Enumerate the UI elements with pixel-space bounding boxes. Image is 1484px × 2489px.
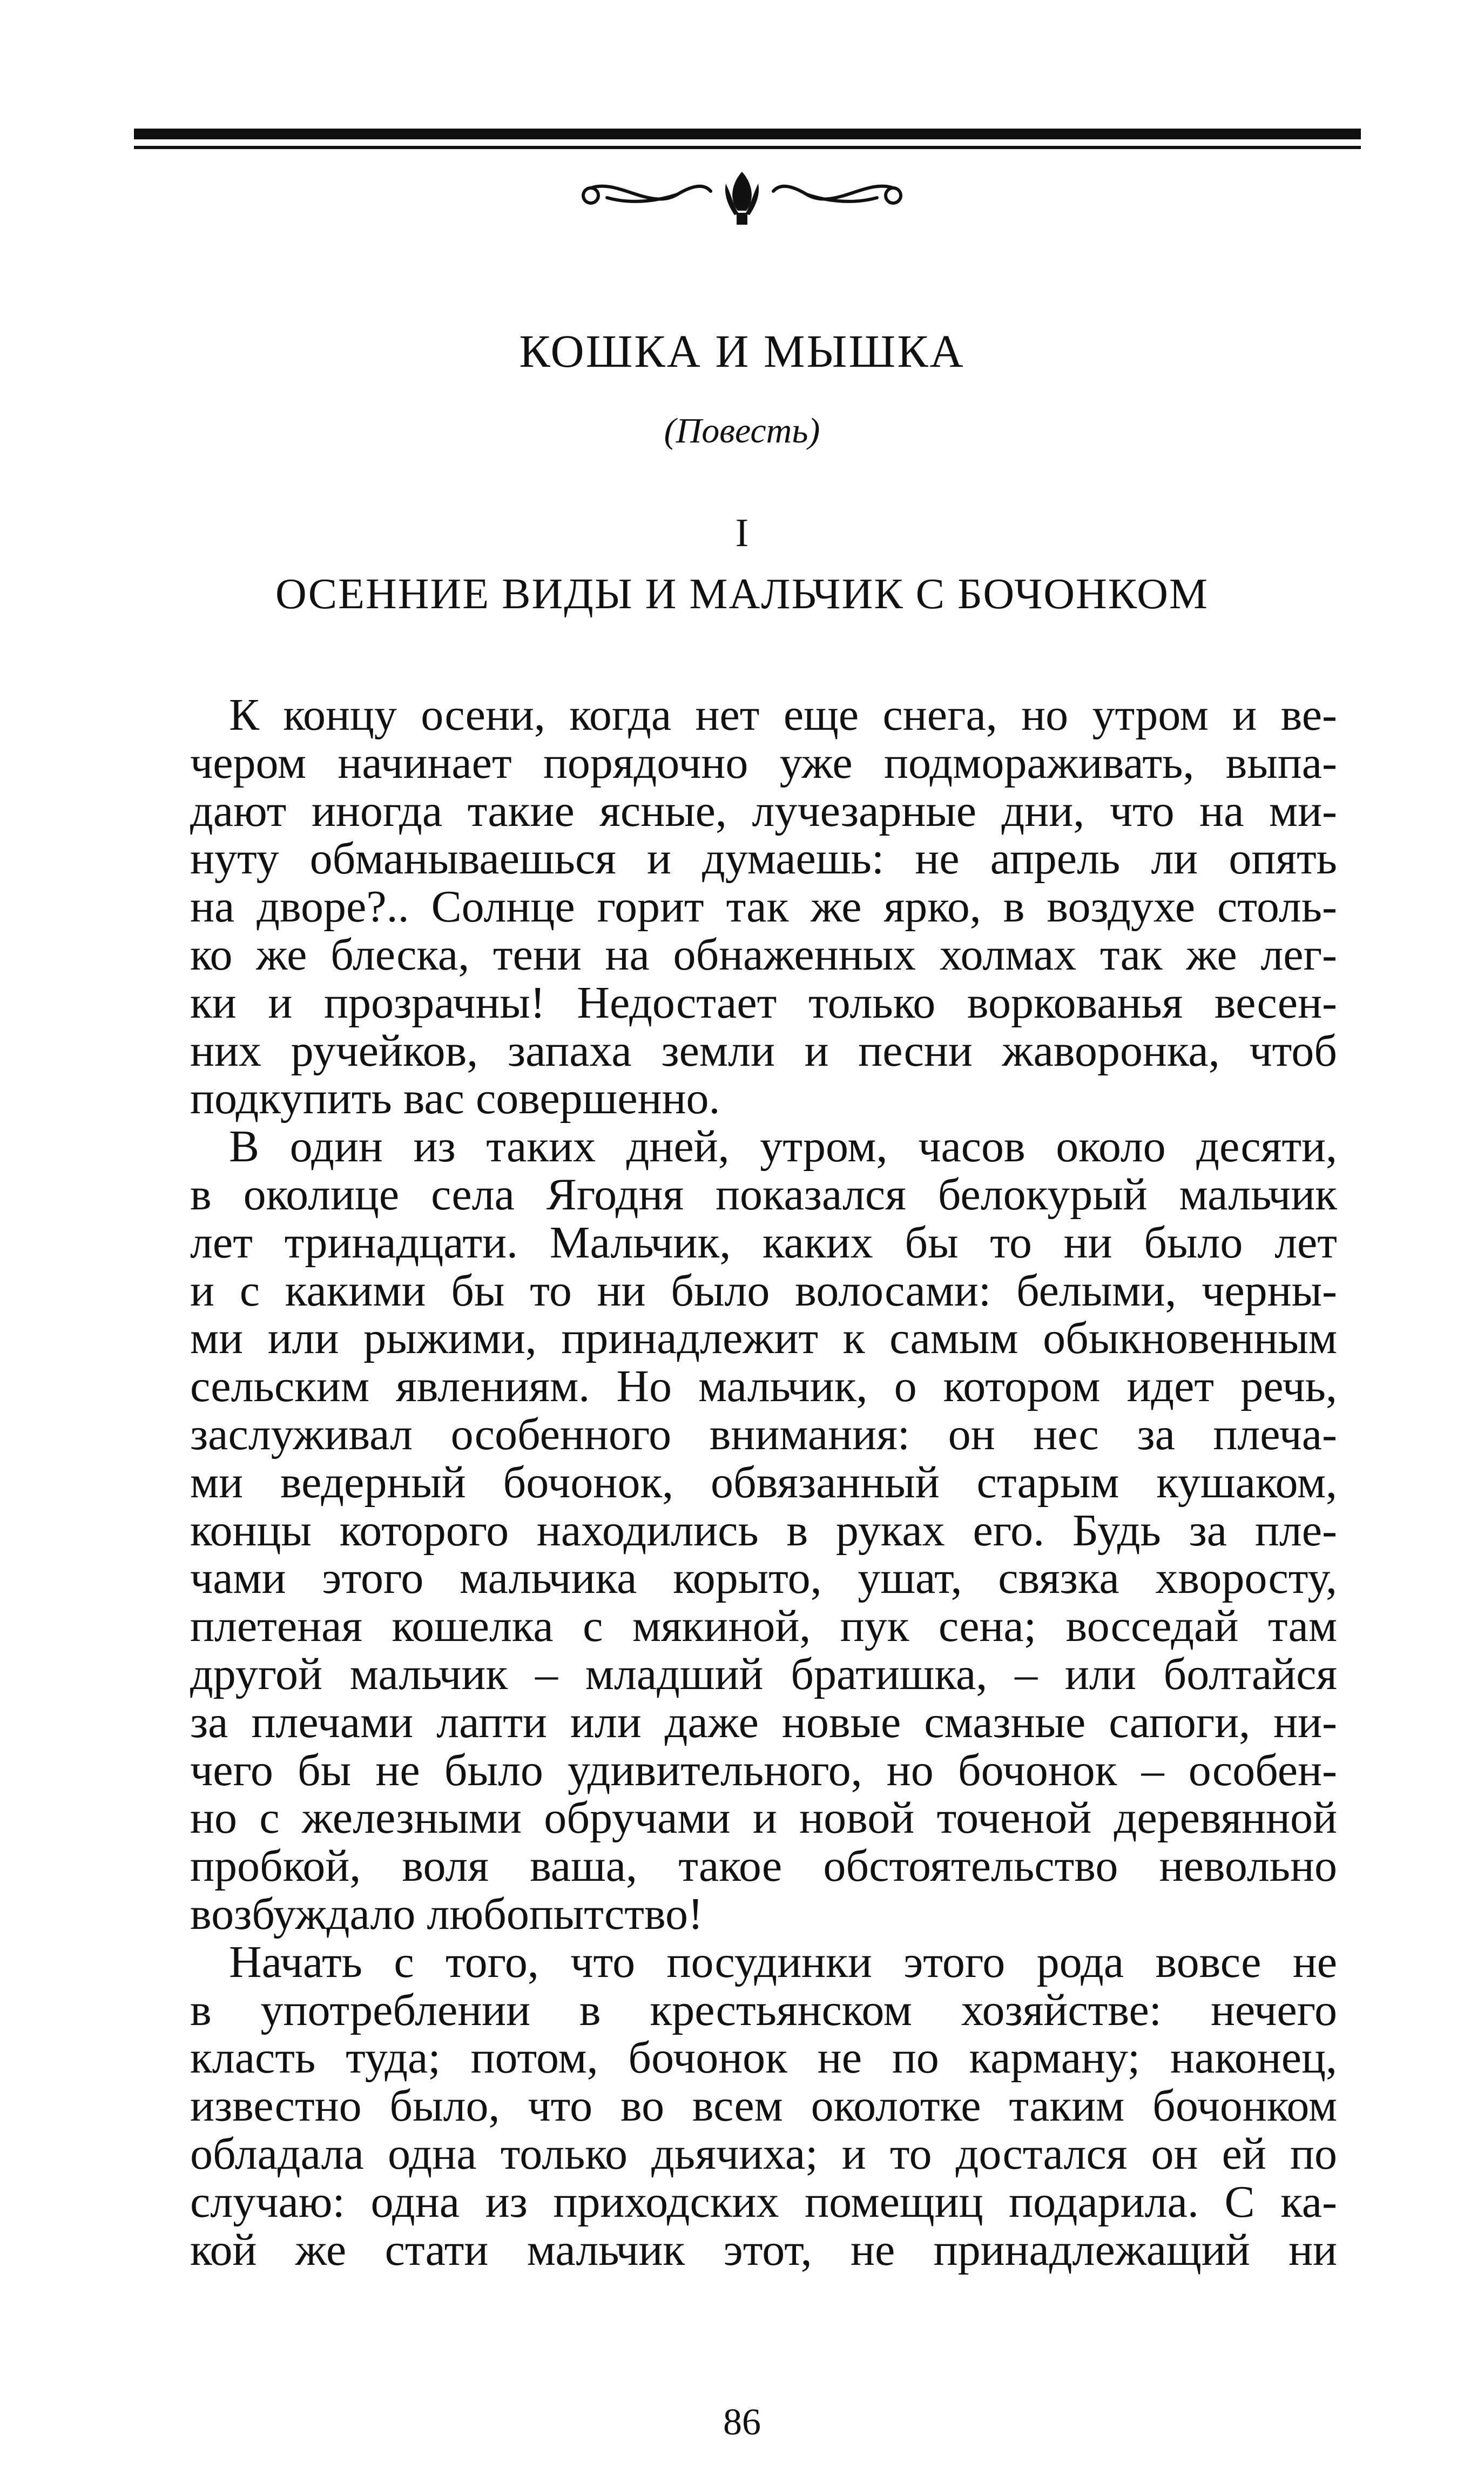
text-line: дают иногда такие ясные, лучезарные дни, что на ми- — [190, 785, 1337, 836]
text-line: сельским явлениям. Но мальчик, о котором идет речь, — [190, 1361, 1337, 1412]
text-line: чером начинает порядочно уже подмораживать, выпа- — [190, 737, 1337, 788]
header-rules — [134, 129, 1361, 149]
text-line: кой же стати мальчик этот, не принадлежащий ни — [190, 2224, 1337, 2275]
text-line: Начать с того, что посудинки этого рода вовсе не — [229, 1936, 1337, 1987]
text-line: в употреблении в крестьянском хозяйстве: нечего — [190, 1985, 1337, 2035]
text-line: нуту обманываешься и думаешь: не апрель ли опять — [190, 833, 1337, 884]
header-rule-thin — [134, 146, 1361, 149]
text-line: чего бы не было удивительного, но бочонок – особен- — [190, 1745, 1337, 1795]
text-line: в околице села Ягодня показался белокурый мальчик — [190, 1169, 1337, 1220]
chapter-title: ОСЕННИЕ ВИДЫ И МАЛЬЧИК С БОЧОНКОМ — [275, 570, 1209, 618]
text-line: заслуживал особенного внимания: он нес за плеча- — [190, 1409, 1337, 1459]
text-line: пробкой, воля ваша, такое обстоятельство невольно — [190, 1841, 1337, 1892]
text-line: возбуждало любопытство! — [190, 1888, 704, 1939]
text-line: другой мальчик – младший братишка, – или болтайся — [190, 1649, 1337, 1699]
text-line: класть туда; потом, бочонок не по карману; наконец, — [190, 2033, 1337, 2083]
text-line: случаю: одна из приходских помещиц подарила. С ка- — [190, 2176, 1337, 2227]
text-line: ми или рыжими, принадлежит к самым обыкновенным — [190, 1313, 1337, 1364]
text-line: за плечами лапти или даже новые смазные сапоги, ни- — [190, 1697, 1337, 1747]
text-line: лет тринадцати. Мальчик, каких бы то ни было лет — [190, 1217, 1337, 1268]
text-line: известно было, что во всем околотке таким бочонком — [190, 2081, 1337, 2131]
story-subtitle: (Повесть) — [664, 411, 820, 450]
text-line: на дворе?.. Солнце горит так же ярко, в воздухе столь- — [190, 882, 1337, 932]
story-title: КОШКА И МЫШКА — [519, 325, 965, 377]
scroll-ornament-icon — [569, 162, 915, 227]
text-line: ми ведерный бочонок, обвязанный старым кушаком, — [190, 1457, 1337, 1508]
text-line: В один из таких дней, утром, часов около десяти, — [229, 1121, 1337, 1172]
text-line: них ручейков, запаха земли и песни жаворонка, чтоб — [190, 1025, 1337, 1076]
text-line: и с какими бы то ни было волосами: белыми, черны- — [190, 1265, 1337, 1316]
text-line: К концу осени, когда нет еще снега, но утром и ве- — [229, 690, 1337, 740]
text-line: но с железными обручами и новой точеной деревянной — [190, 1793, 1337, 1844]
text-line: подкупить вас совершенно. — [190, 1073, 720, 1124]
text-line: плетеная кошелка с мякиной, пук сена; восседай там — [190, 1601, 1337, 1652]
text-line: концы которого находились в руках его. Будь за пле- — [190, 1505, 1337, 1556]
text-line: обладала одна только дьячиха; и то достался он ей по — [190, 2128, 1337, 2179]
body-text — [190, 691, 1337, 2274]
chapter-number: I — [735, 511, 749, 555]
text-line: ки и прозрачны! Недостает только воркованья весен- — [190, 977, 1337, 1028]
header-rule-thick — [134, 129, 1361, 139]
text-line: ко же блеска, тени на обнаженных холмах так же лег- — [190, 929, 1337, 980]
text-line: чами этого мальчика корыто, ушат, связка хворосту, — [190, 1553, 1337, 1604]
page-number: 86 — [723, 2401, 761, 2443]
